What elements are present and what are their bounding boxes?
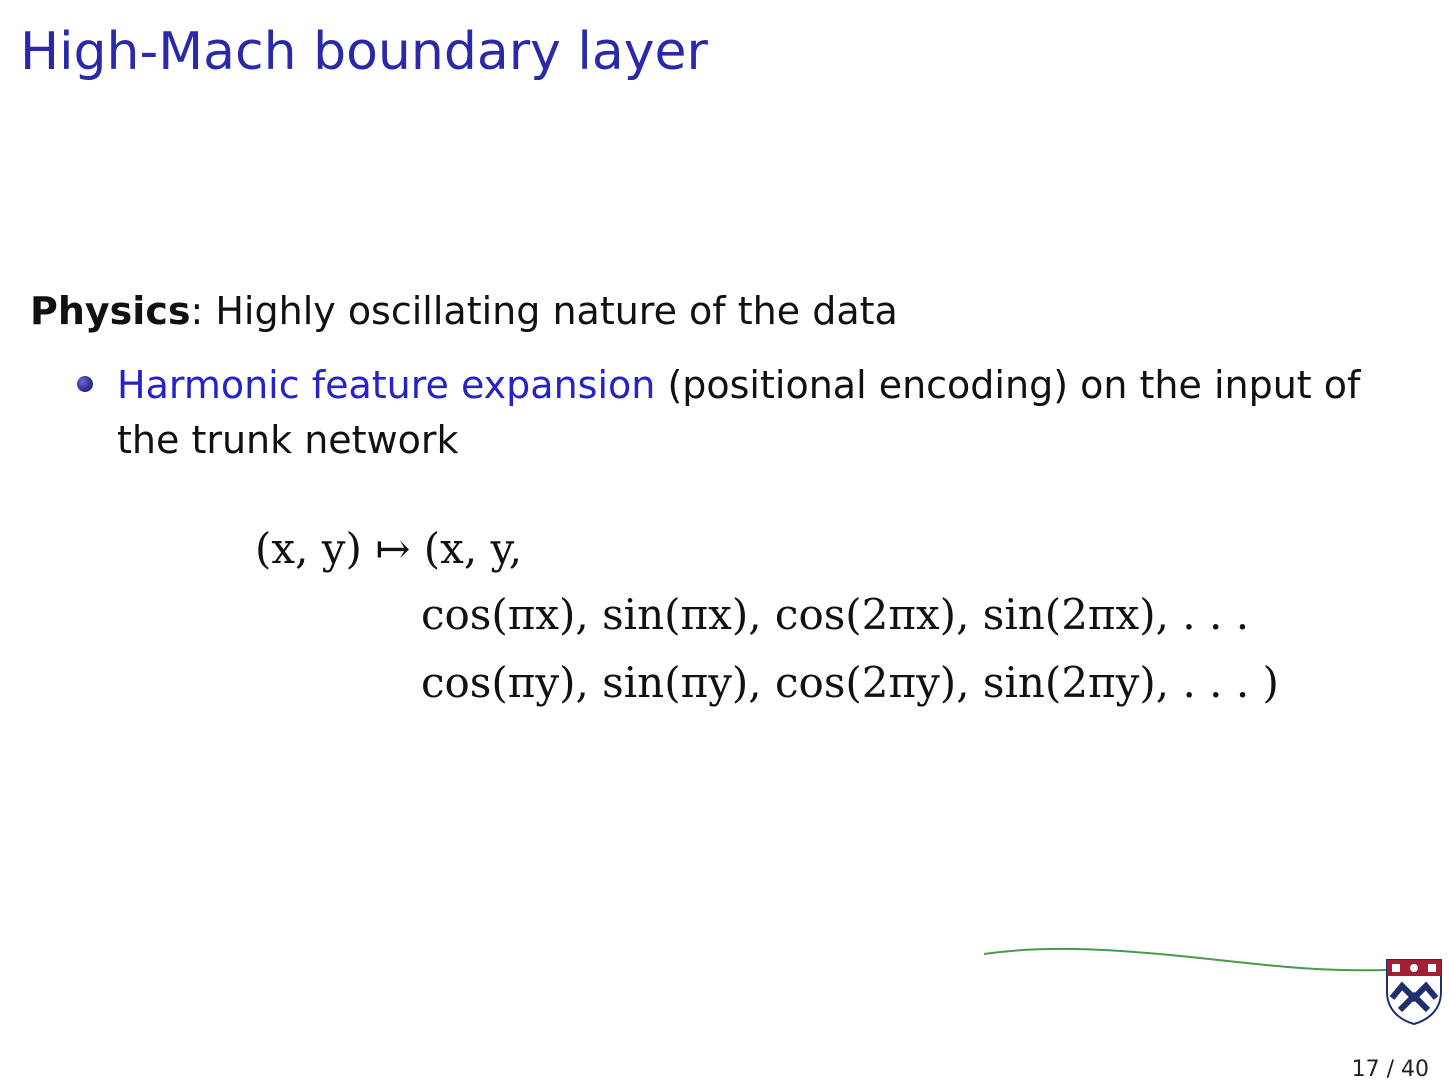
green-curve-decoration bbox=[980, 940, 1390, 980]
bullet-ball-icon bbox=[77, 376, 93, 392]
equation-row-x: cos(πx), sin(πx), cos(2πx), sin(2πx), . . . bbox=[421, 590, 1250, 639]
page-current: 17 bbox=[1351, 1057, 1380, 1082]
page-total: 40 bbox=[1401, 1057, 1429, 1082]
equation-lhs: (x, y) ↦ (x, y, bbox=[255, 524, 523, 573]
bullet-rest: (positional encoding) on the input of the trunk network bbox=[117, 363, 1361, 462]
physics-statement bbox=[30, 289, 898, 333]
slide-title: High-Mach boundary layer bbox=[20, 22, 708, 82]
equation-row-y: cos(πy), sin(πy), cos(2πy), sin(2πy), . . . ) bbox=[421, 658, 1279, 707]
university-shield-logo bbox=[1384, 958, 1444, 1026]
bullet-item bbox=[117, 358, 1417, 468]
physics-text: : Highly oscillating nature of the data bbox=[190, 289, 898, 333]
page-separator: / bbox=[1379, 1057, 1401, 1082]
physics-label: Physics bbox=[30, 289, 191, 333]
bullet-highlight: Harmonic feature expansion bbox=[117, 363, 656, 407]
page-number bbox=[1352, 1057, 1429, 1082]
